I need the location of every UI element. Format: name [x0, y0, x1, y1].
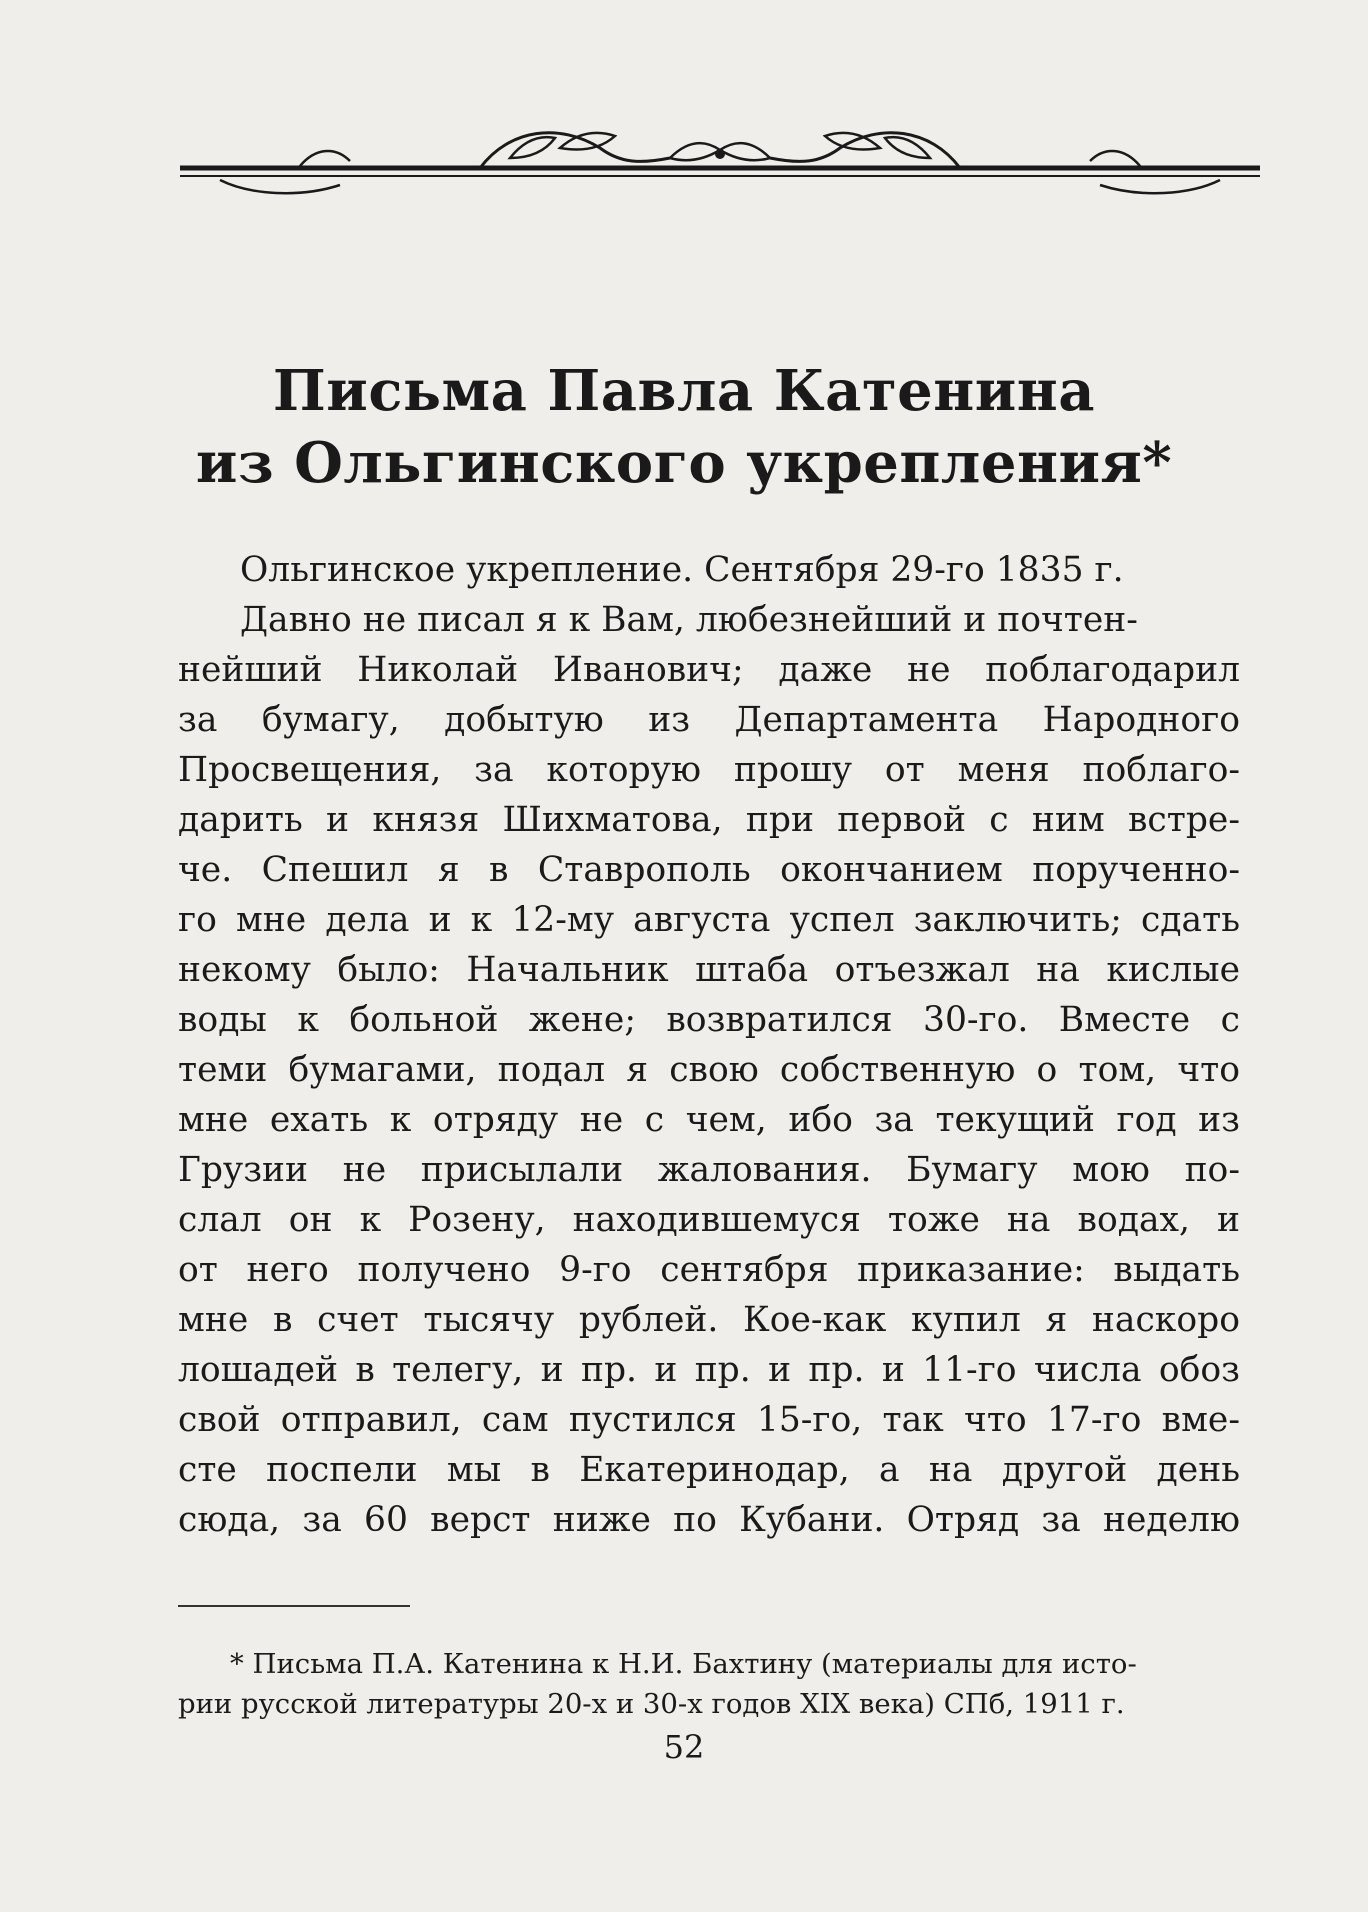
body-line: сюда, за 60 верст ниже по Кубани. Отряд за неделю: [178, 1500, 1240, 1540]
body-line: лошадей в телегу, и пр. и пр. и пр. и 11-го числа обоз: [178, 1350, 1240, 1390]
body-line: сте поспели мы в Екатеринодар, а на другой день: [178, 1450, 1240, 1490]
body-line: Просвещения, за которую прошу от меня поблаго-: [178, 750, 1240, 790]
body-line: воды к больной жене; возвратился 30-го. Вместе с: [178, 1000, 1240, 1040]
page-number: 52: [663, 1728, 705, 1766]
title-line-1: Письма Павла Катенина: [272, 358, 1096, 424]
body-line: теми бумагами, подал я свою собственную о том, что: [178, 1050, 1240, 1090]
footnote-line-1: * Письма П.А. Катенина к Н.И. Бахтину (материалы для исто-: [230, 1648, 1137, 1680]
body-line: от него получено 9-го сентября приказание: выдать: [178, 1250, 1240, 1290]
decorative-ornament: [180, 118, 1260, 208]
footnote-divider: [178, 1605, 410, 1607]
body-line: нейший Николай Иванович; даже не поблагодарил: [178, 650, 1240, 690]
body-line: го мне дела и к 12-му августа успел заключить; сдать: [178, 900, 1240, 940]
body-line: свой отправил, сам пустился 15-го, так что 17-го вме-: [178, 1400, 1240, 1440]
dateline: Ольгинское укрепление. Сентября 29-го 1835 г.: [240, 550, 1124, 590]
body-line: че. Спешил я в Ставрополь окончанием порученно-: [178, 850, 1240, 890]
body-line: мне ехать к отряду не с чем, ибо за текущий год из: [178, 1100, 1240, 1140]
footnote-line-2: рии русской литературы 20-х и 30-х годов XIX века) СПб, 1911 г.: [178, 1688, 1125, 1720]
body-line: за бумагу, добытую из Департамента Народного: [178, 700, 1240, 740]
footnote: [178, 1644, 1240, 1724]
body-line: мне в счет тысячу рублей. Кое-как купил я наскоро: [178, 1300, 1240, 1340]
body-line: некому было: Начальник штаба отъезжал на кислые: [178, 950, 1240, 990]
body-line: слал он к Розену, находившемуся тоже на водах, и: [178, 1200, 1240, 1240]
body-line: Давно не писал я к Вам, любезнейший и почтен-: [240, 600, 1138, 640]
page-title: [0, 355, 1368, 499]
body-line: дарить и князя Шихматова, при первой с ним встре-: [178, 800, 1240, 840]
title-line-2: из Ольгинского укрепления*: [195, 430, 1173, 496]
letter-body: [178, 545, 1240, 1545]
body-line: Грузии не присылали жалования. Бумагу мою по-: [178, 1150, 1240, 1190]
